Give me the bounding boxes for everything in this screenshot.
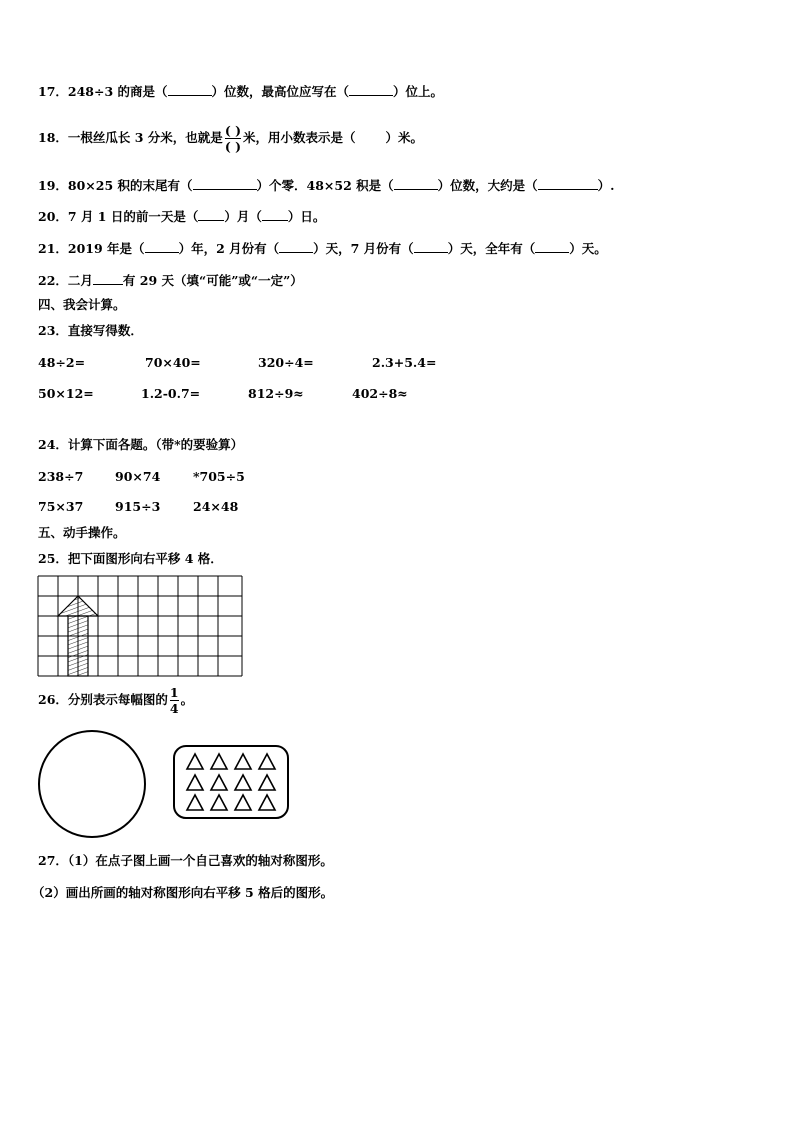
calc-item: 48÷2=	[38, 355, 86, 370]
question-18: 18．一根丝瓜长 3 分米，也就是 $\frac{( )}{( )}$ 米，用小数表示是（ ）米。	[38, 123, 424, 154]
question-24-title: 24．计算下面各题。（带*的要验算）	[38, 437, 244, 452]
calc-item: 915÷3	[115, 499, 161, 514]
calc-item: 812÷9≈	[248, 386, 304, 401]
translation-grid	[37, 575, 243, 679]
calc-item: 90×74	[115, 469, 161, 484]
calc-item: 2.3+5.4=	[372, 355, 437, 370]
calc-item: 320÷4=	[258, 355, 314, 370]
answer-blank[interactable]	[145, 240, 179, 253]
calc-item: *705÷5	[193, 469, 245, 484]
answer-blank[interactable]	[538, 177, 598, 190]
answer-blank[interactable]	[279, 240, 313, 253]
answer-blank[interactable]	[414, 240, 448, 253]
answer-blank[interactable]	[394, 177, 438, 190]
question-27-part-2: （2）画出所画的轴对称图形向右平移 5 格后的图形。	[32, 885, 334, 900]
triangle-icons	[187, 754, 275, 810]
answer-blank[interactable]	[193, 177, 257, 190]
question-19: 19．80×25 积的末尾有（ ）个零．48×52 积是（ ）位数，大约是（ ）.	[38, 178, 615, 193]
question-20: 20．7 月 1 日的前一天是（ ）月（ ）日。	[38, 209, 326, 224]
fraction-one-quarter: $\frac{1}{4}$	[169, 685, 179, 716]
answer-blank[interactable]	[349, 83, 393, 96]
section-heading: 四、我会计算。	[38, 297, 126, 312]
section-heading: 五、动手操作。	[38, 525, 126, 540]
triangles-figure[interactable]	[172, 744, 290, 820]
question-17: 17．248÷3 的商是（ ）位数，最高位应写在（ ）位上。	[38, 84, 444, 99]
question-26: 26．分别表示每幅图的 $\frac{1}{4}$ 。	[38, 685, 194, 716]
question-25-title: 25．把下面图形向右平移 4 格．	[38, 551, 223, 566]
fraction-blank[interactable]: $\frac{( )}{( )}$	[224, 123, 241, 154]
answer-blank[interactable]	[262, 208, 288, 221]
calc-item: 70×40=	[145, 355, 201, 370]
question-27-part-1: 27．（1）在点子图上画一个自己喜欢的轴对称图形。	[38, 853, 333, 868]
answer-blank[interactable]	[168, 83, 212, 96]
question-22: 22．二月 有 29 天（填“可能”或“一定”）	[38, 273, 303, 288]
calc-item: 50×12=	[38, 386, 94, 401]
question-23-title: 23．直接写得数．	[38, 323, 143, 338]
calc-item: 1.2-0.7=	[141, 386, 201, 401]
calc-item: 402÷8≈	[352, 386, 408, 401]
answer-blank[interactable]	[93, 272, 123, 285]
answer-blank[interactable]	[535, 240, 569, 253]
calc-item: 24×48	[193, 499, 239, 514]
answer-blank[interactable]	[198, 208, 224, 221]
circle-figure[interactable]	[36, 728, 148, 840]
calc-item: 75×37	[38, 499, 84, 514]
calc-item: 238÷7	[38, 469, 84, 484]
question-21: 21．2019 年是（ ）年，2 月份有（ ）天，7 月份有（ ）天，全年有（ ）天。	[38, 241, 607, 256]
